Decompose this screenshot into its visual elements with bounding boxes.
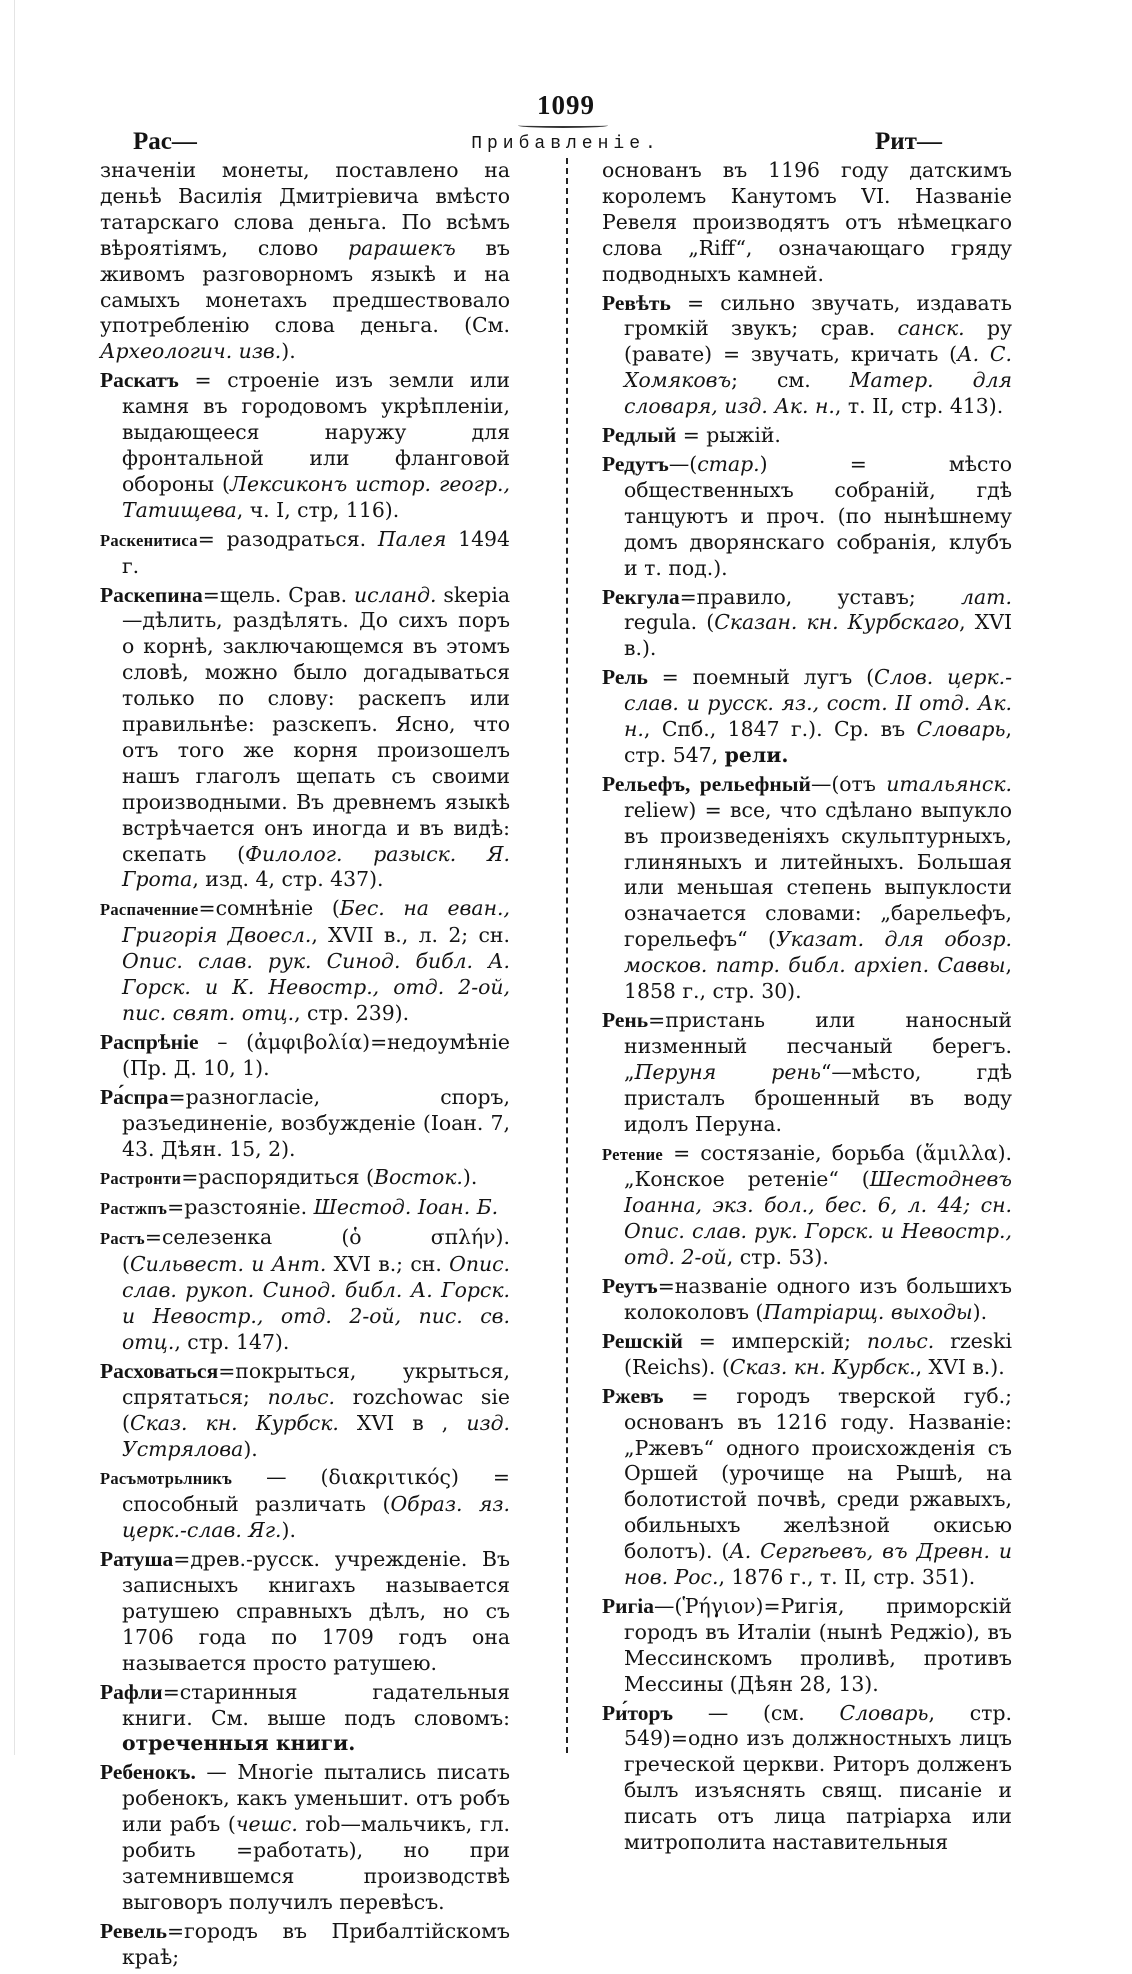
dictionary-entry	[100, 368, 510, 523]
headword: Растъ	[100, 1229, 145, 1249]
headword: Рель	[602, 665, 648, 690]
definition-text: , 1876 г., т. II, стр. 351).	[718, 1565, 976, 1590]
definition-text: XVI в.; сн.	[326, 1252, 450, 1277]
dictionary-entry	[100, 1225, 510, 1356]
citation-text: исланд.	[353, 582, 437, 607]
headword: Ревѣть	[602, 290, 671, 315]
definition-text: рели.	[724, 742, 789, 767]
definition-text: rozchowac sie (	[122, 1384, 510, 1435]
dictionary-entry	[100, 1030, 510, 1082]
headword: Раскатъ	[100, 368, 179, 393]
right-column	[602, 158, 1012, 1859]
dictionary-entry	[100, 1085, 510, 1163]
entry-continuation	[602, 158, 1012, 288]
citation-text: А. Сергѣевъ, въ Древн. и нов. Рос.	[624, 1539, 1012, 1590]
citation-text: Лексиконъ истор. геогр., Татищева	[122, 471, 510, 522]
definition-text: 1494 г.	[122, 526, 510, 578]
definition-text: ).	[243, 1436, 258, 1461]
definition-text: , стр. 547,	[624, 717, 1012, 767]
citation-text: А. С. Хомяковъ	[624, 342, 1012, 393]
definition-text: —(отъ	[810, 771, 887, 796]
definition-text: , 1858 г., стр. 30).	[624, 953, 1012, 1004]
dictionary-entry	[100, 1195, 510, 1222]
dictionary-entry	[100, 1547, 510, 1677]
headword: Растжпъ	[100, 1199, 168, 1219]
definition-text: , XVII в., л. 2; сн.	[311, 923, 510, 948]
citation-text: Опис. слав. рукоп. Синод. библ. А. Горск. и Невостр., отд. 2-ой, пис. св. отц.	[122, 1252, 511, 1354]
citation-text: польс.	[866, 1328, 935, 1353]
citation-text: итальянск.	[886, 771, 1012, 796]
headword: Редутъ	[602, 451, 669, 476]
definition-text: , т. II, стр. 413).	[834, 394, 1004, 419]
dictionary-entry	[100, 583, 510, 894]
dictionary-entry	[602, 1701, 1012, 1856]
dictionary-entry	[100, 1760, 510, 1915]
definition-text: , изд. 4, стр. 437).	[192, 867, 384, 892]
definition-text: въ живомъ разговорномъ языкѣ и на самыхъ монетахъ предшествовало употребленію слова деньга. (См.	[100, 235, 510, 338]
citation-text: Опис. слав. рук. Синод. библ. А. Горск. и К. Невостр., отд. 2-ой, пис. свят. отц.	[122, 949, 510, 1025]
dictionary-entry	[100, 1680, 510, 1758]
definition-text: =щель. Срав.	[202, 582, 354, 607]
citation-text: рарашекъ	[348, 235, 456, 260]
citation-text: стар.	[697, 451, 760, 476]
definition-text: = сильно звучать, издавать громкій звукъ; срав.	[624, 290, 1012, 341]
running-head-right: Рит—	[875, 128, 942, 155]
definition-text: ).	[281, 1518, 296, 1543]
citation-text: Сказ. кн. Курбск.	[129, 1410, 339, 1435]
dictionary-entry	[602, 1141, 1012, 1272]
definition-text: =разстояніе.	[167, 1195, 314, 1220]
citation-text: изд. Устрялова	[122, 1410, 510, 1461]
definition-text: отреченныя книги.	[122, 1731, 356, 1756]
dictionary-entry	[602, 1329, 1012, 1381]
definition-text: — (διακριτικός) = способный различать (	[122, 1465, 510, 1517]
citation-text: лат.	[961, 584, 1012, 609]
dictionary-entry	[602, 291, 1012, 421]
citation-text: санск.	[897, 316, 965, 341]
citation-text: Бес. на еван., Григорія Двоесл.	[122, 896, 510, 948]
headword: Рень	[602, 1008, 649, 1032]
dictionary-entry	[100, 896, 510, 1027]
citation-text: Сказан. кн. Курбскаго	[714, 610, 960, 635]
dictionary-entry	[602, 1008, 1012, 1138]
definition-text: skepia —дѣлить, раздѣлять. До сихъ поръ о корнѣ, заключающемся въ этомъ словѣ, можно было догадываться только по слову: раскепъ или правильнѣе: разскепъ. Ясно, что отъ того же корня произошелъ нашъ глаголъ щепать съ своими производными. Въ древнемъ языкѣ встрѣчается онъ иногда и въ видѣ: скепать (	[122, 582, 510, 866]
definition-text: =пристань или наносный низменный песчаный берегъ. „	[624, 1008, 1012, 1084]
definition-text: , ч. I, стр, 116).	[236, 497, 400, 522]
entry-continuation	[100, 158, 510, 365]
citation-text: польс.	[267, 1384, 335, 1409]
definition-text: , XVI в.).	[624, 610, 1012, 661]
definition-text: =покрыться, укрыться, спрятаться;	[122, 1358, 510, 1409]
definition-text: =городъ въ Прибалтійскомъ краѣ;	[122, 1918, 510, 1969]
citation-text: Образ. яз. церк.-слав. Яг.	[122, 1492, 510, 1543]
definition-text: — (см.	[673, 1700, 840, 1725]
dictionary-entry	[602, 423, 1012, 449]
dictionary-entry	[602, 585, 1012, 663]
dictionary-entry	[100, 1165, 510, 1192]
page-left-edge	[14, 0, 15, 1755]
definition-text: = разодраться.	[197, 526, 378, 551]
definition-text: ру (равате) = звучать, кричать (	[624, 316, 1012, 367]
definition-text: , XVI в.).	[915, 1354, 1005, 1379]
definition-text: ) = мѣсто общественныхъ собраній, гдѣ танцуютъ и проч. (по нынѣшнему домъ дворянскаго собранія, клубъ и т. под.).	[624, 451, 1012, 580]
definition-text: = строеніе изъ земли или камня въ городовомъ укрѣпленіи, выдающееся наружу для фронтальной или фланговой обороны (	[122, 368, 510, 496]
headword: Распрѣніе	[100, 1029, 199, 1054]
citation-text: Восток.	[373, 1165, 463, 1190]
definition-text: = рыжій.	[676, 423, 781, 448]
headword: Расховаться	[100, 1358, 219, 1383]
headword: Распаченние	[100, 900, 199, 920]
definition-text: =сомнѣніе (	[198, 896, 340, 921]
definition-text: = поемный лугъ (	[647, 665, 875, 690]
definition-text: , стр. 239).	[294, 1001, 410, 1025]
dictionary-entry	[100, 1359, 510, 1463]
headword: Рафли	[100, 1679, 163, 1704]
headword: Ребенокъ.	[100, 1760, 196, 1785]
dictionary-entry	[100, 1465, 510, 1544]
definition-text: основанъ въ 1196 году датскимъ королемъ Канутомъ VI. Названіе Ревеля производятъ отъ нѣмецкаго слова „Riff“, означающаго гряду подводныхъ камней.	[602, 158, 1012, 286]
citation-text: Перуня рень	[634, 1059, 821, 1084]
citation-text: чешс.	[235, 1812, 298, 1837]
dictionary-entry	[602, 665, 1012, 769]
definition-text: “—мѣсто, гдѣ присталъ брошенный въ воду идолъ Перуна.	[624, 1059, 1013, 1136]
headword: Раскенитиса	[100, 530, 198, 550]
definition-text: , стр. 53).	[726, 1245, 829, 1270]
headword: Ревель	[100, 1918, 167, 1943]
citation-text: Патріарщ. выходы	[763, 1299, 973, 1324]
headword: Ра́спра	[100, 1084, 169, 1109]
citation-text: Сказ. кн. Курбск.	[729, 1354, 916, 1379]
citation-text: Шестод. Іоан. Б.	[313, 1195, 499, 1220]
definition-text: , стр. 147).	[174, 1329, 290, 1354]
definition-text: rob—мальчикъ, гл. робить =работать), но при затемнившемся производствѣ выговоръ получилъ перевѣсъ.	[122, 1812, 510, 1914]
running-head-left: Рас—	[133, 128, 197, 155]
definition-text: = имперскій;	[682, 1328, 867, 1353]
section-title: Прибавленіе.	[471, 134, 661, 154]
definition-text: rzeski (Reichs). (	[624, 1328, 1012, 1379]
definition-text: – (ἀμφιβολία)=недоумѣніе (Пр. Д. 10, 1).	[122, 1029, 510, 1080]
definition-text: ; см.	[731, 368, 850, 393]
definition-text: reliew) = все, что сдѣлано выпукло въ произведеніяхъ скульптурныхъ, глиняныхъ и литейныхъ. Большая или меньшая степень выпуклости означается словами: „барельефъ, горельефъ“ (	[624, 797, 1012, 952]
definition-text: =названіе одного изъ большихъ колоколовъ (	[624, 1274, 1012, 1324]
definition-text: —(	[668, 451, 698, 476]
headword: Ратуша	[100, 1547, 174, 1572]
headword: Ржевъ	[602, 1383, 664, 1408]
dictionary-entry	[602, 452, 1012, 582]
dictionary-entry	[602, 1274, 1012, 1326]
definition-text: — Многіе пытались писать робенокъ, какъ уменьшит. отъ робъ или рабъ (	[122, 1760, 510, 1837]
citation-text: Археологич. изв.	[100, 339, 282, 364]
dictionary-entry	[100, 527, 510, 580]
citation-text: Словарь	[839, 1700, 929, 1725]
left-column	[100, 158, 510, 1974]
definition-text: , стр. 549)=одно изъ должностныхъ лицъ греческой церкви. Риторъ долженъ былъ изъяснять свящ. писаніе и писать отъ лица патріарха или митрополита наставительныя	[624, 1700, 1012, 1855]
definition-text: XVI в ,	[338, 1410, 467, 1435]
definition-text: =селезенка (ὁ σπλήν). (	[122, 1225, 510, 1277]
citation-text: Слов. церк.-слав. и русск. яз., сост. II отд. Ак. н.	[624, 665, 1012, 742]
definition-text: = городъ тверской губ.; основанъ въ 1216 году. Названіе: „Ржевъ“ одного происхожденія съ Оршей (урочище на Рышѣ, на болотистой почвѣ, среди ржавыхъ, обильныхъ желѣзной окисью болотъ). (	[624, 1383, 1012, 1564]
definition-text: = состязаніе, борьба (ἅμιλλα). „Конское ретеніе“ (	[624, 1140, 1012, 1192]
definition-text: =старинныя гадательныя книги. См. выше подъ словомъ:	[122, 1679, 510, 1730]
definition-text: =древ.-русск. учрежденіе. Въ записныхъ книгахъ называется ратушею справныхъ дѣлъ, но съ 1706 года по 1709 годъ она называется просто ратушею.	[122, 1547, 510, 1675]
dictionary-entry	[100, 1919, 510, 1971]
definition-text: ).	[972, 1299, 988, 1324]
definition-text: =распорядиться (	[181, 1165, 374, 1190]
headword: Редлый	[602, 423, 677, 448]
headword: Рекгула	[602, 584, 680, 609]
column-divider	[566, 158, 568, 1753]
page-number-underline	[518, 123, 608, 128]
headword: Реутъ	[602, 1274, 658, 1299]
headword: Раскепина	[100, 582, 203, 607]
definition-text: ).	[281, 339, 296, 364]
headword: Ри́торъ	[602, 1700, 674, 1725]
citation-text: Палея	[377, 526, 447, 551]
citation-text: Указат. для обозр. москов. патр. библ. архіеп. Саввы	[624, 927, 1012, 978]
page-number: 1099	[537, 90, 595, 120]
citation-text: Словарь	[916, 717, 1006, 742]
headword: Ригіа	[602, 1593, 655, 1618]
headword: Решскій	[602, 1328, 683, 1353]
definition-text: =разногласіе, споръ, разъединеніе, возбужденіе (Іоан. 7, 43. Дѣян. 15, 2).	[122, 1084, 510, 1161]
citation-text: Сильвест. и Ант.	[129, 1252, 327, 1277]
headword: Рельефъ, рельефный	[602, 771, 811, 796]
definition-text: , Спб., 1847 г.). Ср. въ	[643, 717, 917, 742]
headword: Ретение	[602, 1144, 664, 1164]
definition-text: значеніи монеты, поставлено на деньѣ Василія Дмитріевича вмѣсто татарскаго слова деньга. По всѣмъ вѣроятіямъ, слово	[100, 158, 510, 260]
headword: Растронти	[100, 1169, 182, 1189]
citation-text: Шестодневъ Іоанна, экз. бол., бес. 6, л. 44; сн. Опис. слав. рук. Горск. и Невостр., отд. 2-ой	[624, 1167, 1012, 1270]
definition-text: ).	[462, 1165, 478, 1190]
citation-text: Филолог. разыск. Я. Грота	[122, 841, 510, 892]
citation-text: Матер. для словаря, изд. Ак. н.	[624, 368, 1012, 419]
dictionary-entry	[602, 1594, 1012, 1698]
definition-text: —(Ῥήγιον)=Ригія, приморскій городъ въ Италіи (нынѣ Реджіо), въ Мессинскомъ проливѣ, противъ Мессины (Дѣян 28, 13).	[624, 1593, 1012, 1696]
headword: Расъмотрьлникъ	[100, 1469, 233, 1489]
definition-text: regula. (	[624, 610, 715, 635]
dictionary-entry	[602, 1384, 1012, 1591]
definition-text: =правило, уставъ;	[679, 584, 962, 609]
dictionary-entry	[602, 772, 1012, 1005]
